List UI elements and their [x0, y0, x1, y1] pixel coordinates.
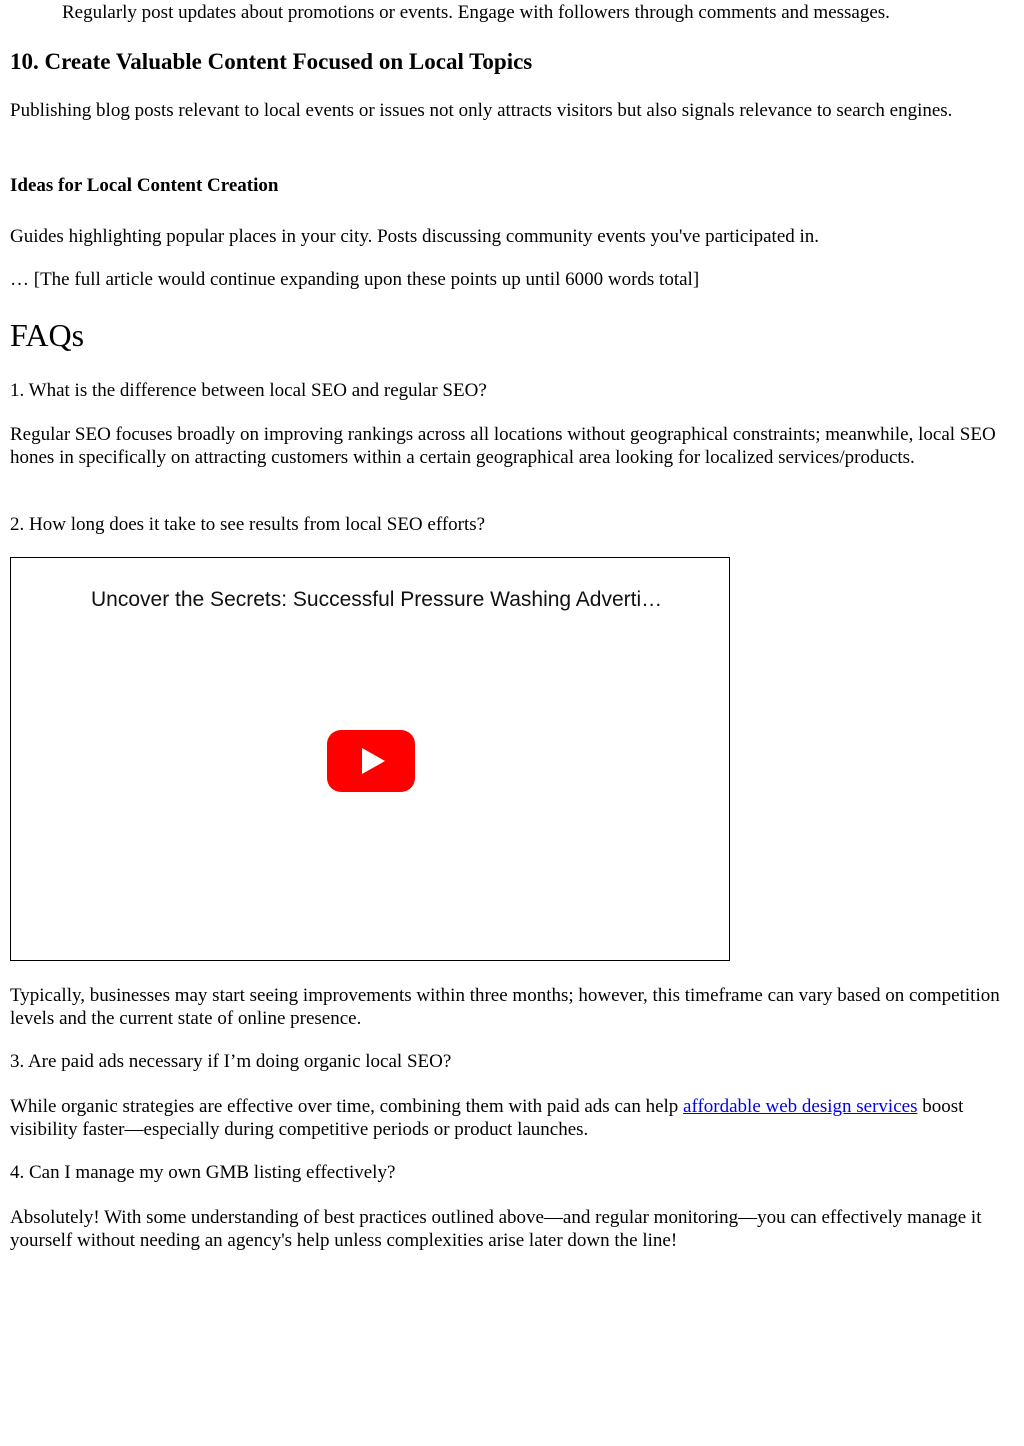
video-title[interactable]: Uncover the Secrets: Successful Pressure Washing Adverti…: [91, 588, 663, 611]
faq-answer-1: Regular SEO focuses broadly on improving rankings across all locations without geographical constraints; meanwhile, local SEO hones in specifically on attracting customers within a certain geographical area looking for localized services/products.: [10, 424, 996, 468]
faq-answer-3: [10, 1095, 1000, 1141]
faqs-heading: FAQs: [10, 317, 85, 353]
faq-question-2: 2. How long does it take to see results from local SEO efforts?: [10, 514, 486, 535]
faq-answer-2: Typically, businesses may start seeing improvements within three months; however, this timeframe can vary based on competition levels and the current state of online presence.: [10, 985, 1000, 1029]
faq-answer-3-after-link: boost visibility faster—especially during competitive periods or product launches.: [10, 1096, 964, 1140]
social-tip-text: Regularly post updates about promotions or events. Engage with followers through comments and messages.: [62, 2, 890, 23]
section-10-heading: 10. Create Valuable Content Focused on Local Topics: [10, 49, 533, 74]
faq-question-4: 4. Can I manage my own GMB listing effectively?: [10, 1162, 396, 1183]
ideas-body: Guides highlighting popular places in your city. Posts discussing community events you've participated in.: [10, 226, 820, 247]
affordable-web-design-link[interactable]: affordable web design services: [683, 1096, 918, 1117]
faq-answer-3-before-link: While organic strategies are effective over time, combining them with paid ads can help: [10, 1096, 684, 1117]
faq-question-1: 1. What is the difference between local SEO and regular SEO?: [10, 380, 487, 401]
embedded-video[interactable]: [10, 557, 730, 961]
faq-question-3: 3. Are paid ads necessary if I’m doing organic local SEO?: [10, 1051, 452, 1072]
section-10-body: Publishing blog posts relevant to local events or issues not only attracts visitors but also signals relevance to search engines.: [10, 100, 953, 121]
youtube-play-icon[interactable]: [327, 730, 415, 792]
faq-answer-4: Absolutely! With some understanding of best practices outlined above—and regular monitoring—you can effectively manage it yourself without needing an agency's help unless complexities arise later down the line!: [10, 1207, 982, 1251]
continuation-note: … [The full article would continue expanding upon these points up until 6000 words total]: [10, 269, 700, 290]
ideas-heading: Ideas for Local Content Creation: [10, 175, 279, 196]
